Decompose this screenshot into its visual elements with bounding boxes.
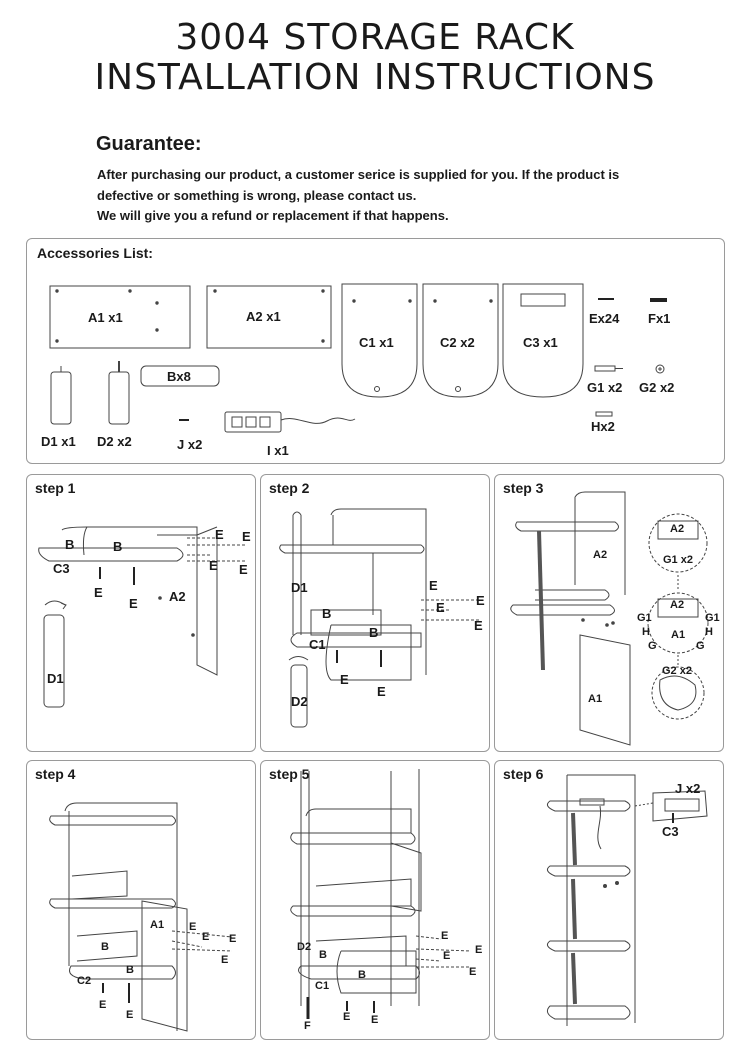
guarantee-heading: Guarantee: — [96, 133, 202, 155]
step-1-part-d1: D1 — [47, 671, 64, 686]
label-d1: D1 x1 — [41, 434, 76, 449]
label-a1: A1 x1 — [88, 310, 123, 325]
step-2-part-b-right: B — [369, 625, 379, 640]
step-3-part-g-right: G — [696, 640, 705, 652]
step-2-part-e-3: E — [436, 600, 445, 615]
step-3-part-a1-main: A1 — [588, 693, 603, 705]
step-4-part-e-1: E — [189, 921, 197, 933]
step-5-part-e-1: E — [441, 930, 449, 942]
step-1-drawing — [27, 475, 255, 751]
step-3-drawing — [495, 475, 723, 751]
label-a2: A2 x1 — [246, 309, 281, 324]
step-3-part-g1x2: G1 x2 — [663, 554, 693, 566]
part-h-drawing — [596, 412, 612, 416]
step-2-part-b-left: B — [322, 606, 332, 621]
step-5-panel — [260, 760, 490, 1040]
step-3-part-a2-main: A2 — [593, 549, 608, 561]
step-5-part-b-left: B — [319, 949, 327, 961]
step-4-part-b-left: B — [101, 941, 109, 953]
step-6-part-c3: C3 — [662, 824, 679, 839]
step-3-part-a1-detail: A1 — [671, 629, 686, 641]
step-2-part-e-6: E — [377, 684, 386, 699]
step-2-part-e-1: E — [429, 578, 438, 593]
accessories-panel — [26, 238, 725, 464]
step-6-label: step 6 — [503, 766, 544, 782]
step-3-part-a2-detail-1: A2 — [670, 523, 685, 535]
label-b: Bx8 — [167, 369, 191, 384]
step-5-label: step 5 — [269, 766, 310, 782]
document-title-line-1: 3004 STORAGE RACK — [175, 17, 575, 58]
guarantee-line-3: We will give you a refund or replacement if that happens. — [97, 208, 449, 223]
step-4-panel — [26, 760, 256, 1040]
step-6-panel — [494, 760, 724, 1040]
step-1-part-e-5: E — [94, 585, 103, 600]
step-4-part-e-4: E — [221, 954, 229, 966]
label-e: Ex24 — [589, 311, 620, 326]
label-c1: C1 x1 — [359, 335, 394, 350]
label-c3: C3 x1 — [523, 335, 558, 350]
accessories-title: Accessories List: — [37, 245, 153, 261]
document-title-line-2: INSTALLATION INSTRUCTIONS — [94, 57, 656, 98]
step-4-part-e-5: E — [99, 999, 107, 1011]
step-2-label: step 2 — [269, 480, 310, 496]
accessories-drawing — [27, 239, 724, 463]
step-1-label: step 1 — [35, 480, 76, 496]
step-1-part-e-1: E — [215, 527, 224, 542]
part-d2-drawing — [109, 372, 129, 424]
step-3-panel — [494, 474, 724, 752]
step-5-part-c1: C1 — [315, 980, 330, 992]
step-5-part-d2: D2 — [297, 941, 312, 953]
step-4-part-e-6: E — [126, 1009, 134, 1021]
step-3-label: step 3 — [503, 480, 544, 496]
step-5-part-f: F — [304, 1020, 311, 1032]
step-5-part-e-4: E — [469, 966, 477, 978]
step-5-drawing — [261, 761, 489, 1039]
label-g2: G2 x2 — [639, 380, 675, 395]
label-i: I x1 — [267, 443, 289, 458]
step-4-drawing — [27, 761, 255, 1039]
step-6-part-jx2: J x2 — [675, 781, 701, 796]
step-2-panel — [260, 474, 490, 752]
step-4-part-e-2: E — [202, 931, 210, 943]
step-1-part-b-right: B — [113, 539, 123, 554]
step-1-part-e-6: E — [129, 596, 138, 611]
step-2-part-e-5: E — [340, 672, 349, 687]
step-3-part-g1-right: G1 — [705, 612, 720, 624]
step-5-part-b-right: B — [358, 969, 366, 981]
step-2-part-e-2: E — [476, 593, 485, 608]
step-4-part-a1: A1 — [150, 919, 165, 931]
label-h: Hx2 — [591, 419, 615, 434]
step-2-part-d1: D1 — [291, 580, 308, 595]
label-f: Fx1 — [648, 311, 671, 326]
label-d2: D2 x2 — [97, 434, 132, 449]
step-2-drawing — [261, 475, 489, 751]
step-1-part-a2: A2 — [169, 589, 186, 604]
step-3-part-g2x2: G2 x2 — [662, 665, 692, 677]
step-1-part-e-4: E — [239, 562, 248, 577]
step-2-part-d2: D2 — [291, 694, 308, 709]
label-g1: G1 x2 — [587, 380, 623, 395]
step-3-part-g1-left: G1 — [637, 612, 652, 624]
step-1-part-b-left: B — [65, 537, 75, 552]
step-4-part-c2: C2 — [77, 975, 92, 987]
step-4-part-e-3: E — [229, 933, 237, 945]
step-2-part-e-4: E — [474, 618, 483, 633]
step-1-panel — [26, 474, 256, 752]
part-i-power-strip-drawing — [225, 412, 281, 432]
part-d1-drawing — [51, 372, 71, 424]
step-5-part-e-2: E — [475, 944, 483, 956]
label-j: J x2 — [177, 437, 203, 452]
step-3-part-a2-detail-2: A2 — [670, 599, 685, 611]
label-c2: C2 x2 — [440, 335, 475, 350]
step-3-part-h-left: H — [642, 626, 650, 638]
part-g1-drawing — [595, 366, 615, 371]
step-6-drawing — [495, 761, 723, 1039]
step-1-part-e-3: E — [209, 558, 218, 573]
step-1-part-e-2: E — [242, 529, 251, 544]
step-5-part-e-3: E — [443, 950, 451, 962]
step-5-part-e-6: E — [371, 1014, 379, 1026]
step-1-part-c3: C3 — [53, 561, 70, 576]
step-3-part-g-left: G — [648, 640, 657, 652]
step-3-part-h-right: H — [705, 626, 713, 638]
step-2-part-c1: C1 — [309, 637, 326, 652]
step-5-part-e-5: E — [343, 1011, 351, 1023]
guarantee-line-1: After purchasing our product, a customer serice is supplied for you. If the product is — [97, 167, 620, 182]
step-4-part-b-right: B — [126, 964, 134, 976]
guarantee-line-2: defective or something is wrong, please contact us. — [97, 188, 417, 203]
step-4-label: step 4 — [35, 766, 76, 782]
